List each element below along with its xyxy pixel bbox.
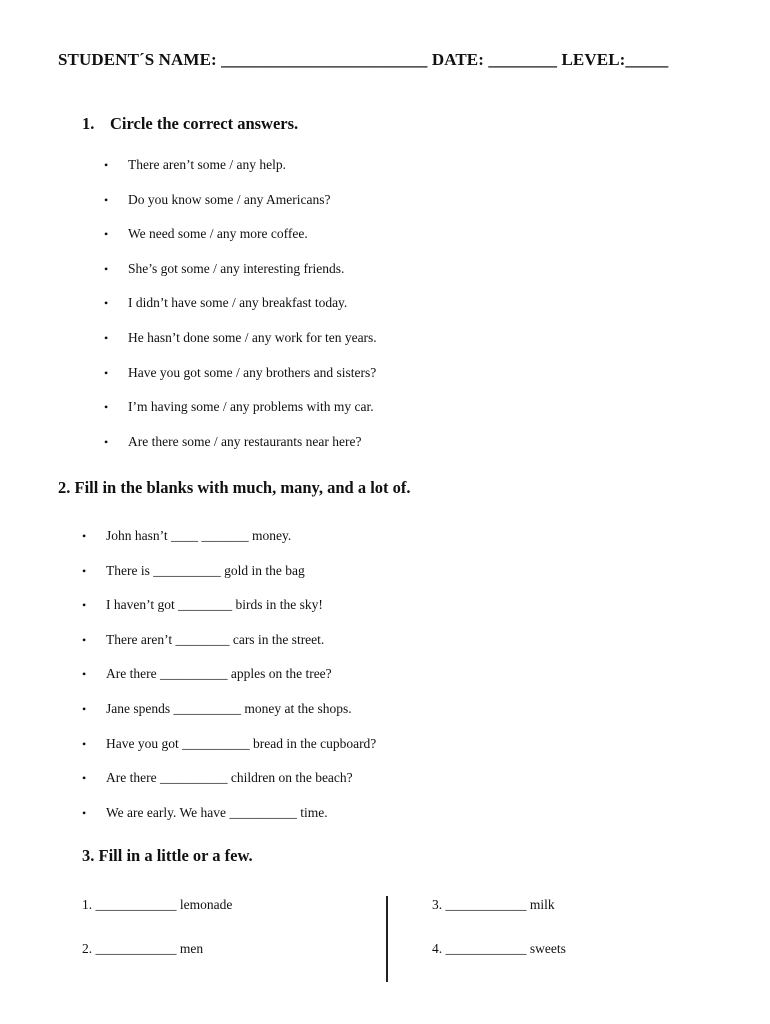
bullet-icon: • — [82, 701, 87, 716]
list-item-text: I haven’t got ________ birds in the sky! — [106, 597, 323, 613]
list-item-text: Are there __________ children on the beach? — [106, 770, 353, 786]
list-item — [82, 699, 376, 734]
bullet-icon: • — [104, 158, 109, 172]
section-3-heading: 3. Fill in a little or a few. — [82, 846, 253, 865]
list-item-text: There is __________ gold in the bag — [106, 562, 305, 578]
list-item-text: There aren’t some / any help. — [128, 157, 286, 172]
list-item-text: There aren’t ________ cars in the street. — [106, 631, 325, 647]
section-1-list — [104, 155, 377, 466]
bullet-icon: • — [82, 805, 87, 820]
list-item — [82, 561, 376, 596]
list-item-text: I’m having some / any problems with my car. — [128, 399, 374, 415]
bullet-icon: • — [82, 667, 87, 682]
section-1-title: Circle the correct answers. — [110, 114, 299, 133]
list-item — [104, 224, 377, 259]
list-item-text: Do you know some / any Americans? — [128, 191, 331, 207]
list-item — [104, 293, 377, 328]
list-item — [82, 664, 376, 699]
bullet-icon: • — [104, 192, 109, 207]
student-info-header: STUDENT´S NAME: ________________________ DATE: ________ LEVEL:_____ — [58, 50, 669, 69]
list-item-text: Have you got __________ bread in the cupboard? — [106, 735, 377, 751]
list-item-text: She’s got some / any interesting friends. — [128, 260, 345, 276]
list-item-text: We need some / any more coffee. — [128, 226, 308, 242]
bullet-icon: • — [82, 598, 87, 613]
section-2-list — [82, 526, 377, 837]
list-item — [104, 155, 377, 190]
list-item — [82, 526, 376, 561]
bullet-icon: • — [82, 771, 87, 786]
bullet-icon: • — [104, 296, 109, 311]
bullet-icon: • — [104, 227, 109, 242]
list-item-text: Are there some / any restaurants near here? — [128, 433, 362, 449]
bullet-icon: • — [82, 736, 87, 751]
list-item — [104, 328, 377, 363]
bullet-icon: • — [82, 563, 87, 578]
list-item — [82, 734, 377, 769]
fill-item-4: 4. ____________ sweets — [432, 941, 566, 956]
list-item — [82, 595, 376, 630]
section-1-heading — [82, 114, 298, 134]
bullet-icon: • — [104, 261, 109, 276]
list-item — [104, 363, 377, 398]
bullet-icon: • — [104, 330, 109, 345]
list-item-text: Are there __________ apples on the tree? — [106, 666, 332, 682]
list-item — [104, 259, 377, 294]
bullet-icon: • — [104, 434, 109, 449]
list-item-text: I didn’t have some / any breakfast today. — [128, 295, 348, 311]
list-item — [104, 432, 377, 467]
fill-item-2: 2. ____________ men — [82, 941, 204, 956]
section-2-heading: 2. Fill in the blanks with much, many, and a lot of. — [58, 478, 411, 497]
list-item — [104, 397, 377, 432]
bullet-icon: • — [104, 365, 109, 380]
list-item — [82, 768, 376, 803]
list-item-text: Have you got some / any brothers and sisters? — [128, 364, 377, 380]
list-item-text: We are early. We have __________ time. — [106, 804, 328, 820]
list-item-text: John hasn’t ____ _______ money. — [106, 528, 292, 543]
section-1-number: 1. — [82, 114, 95, 133]
column-divider — [386, 896, 388, 982]
list-item — [82, 630, 376, 665]
fill-item-1: 1. ____________ lemonade — [82, 897, 233, 912]
bullet-icon: • — [82, 632, 87, 647]
bullet-icon: • — [104, 400, 109, 415]
list-item-text: He hasn’t done some / any work for ten years. — [128, 329, 377, 345]
fill-item-3: 3. ____________ milk — [432, 897, 555, 912]
list-item-text: Jane spends __________ money at the shops. — [106, 700, 352, 716]
list-item — [104, 190, 377, 225]
list-item — [82, 803, 376, 838]
bullet-icon: • — [82, 529, 87, 543]
